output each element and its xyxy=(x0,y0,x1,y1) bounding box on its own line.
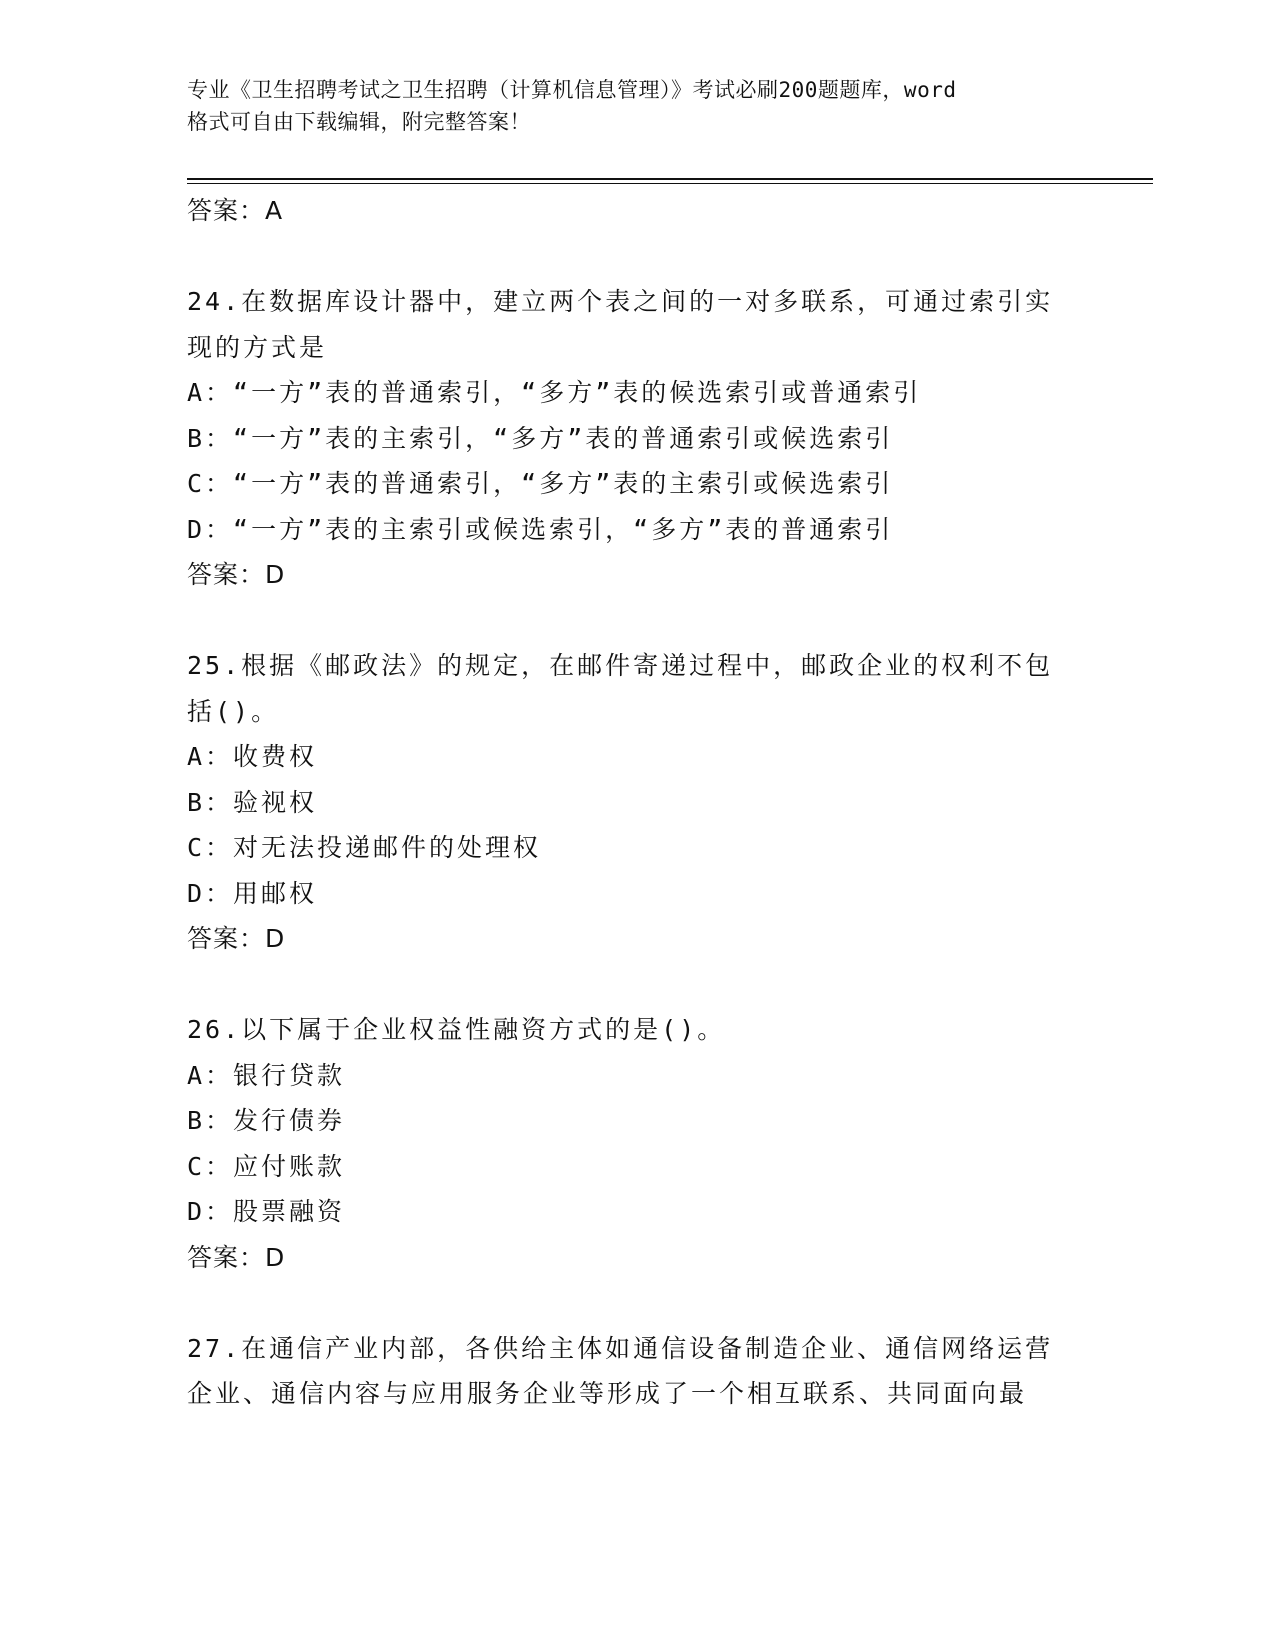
spacer xyxy=(187,1280,1087,1326)
option-d: D：“一方”表的主索引或候选索引，“多方”表的普通索引 xyxy=(187,514,894,544)
spacer xyxy=(187,598,1087,644)
option-a: A：银行贷款 xyxy=(187,1060,346,1090)
answer: 答案：D xyxy=(187,924,286,953)
document-header xyxy=(187,74,1087,138)
option-a: A：收费权 xyxy=(187,742,318,771)
answer: 答案：D xyxy=(187,1242,286,1272)
question-stem: 括()。 xyxy=(187,696,280,726)
question-stem: 企业、通信内容与应用服务企业等形成了一个相互联系、共同面向最 xyxy=(187,1379,1028,1408)
option-b: B：验视权 xyxy=(187,787,318,817)
option-a: A：“一方”表的普通索引，“多方”表的候选索引或普通索引 xyxy=(187,378,922,407)
header-line-2: 格式可自由下载编辑，附完整答案！ xyxy=(187,110,531,134)
answer-previous: 答案：A xyxy=(187,196,284,225)
question-list xyxy=(187,188,1087,1417)
question-stem: 27.在通信产业内部，各供给主体如通信设备制造企业、通信网络运营 xyxy=(187,1333,1054,1363)
question-stem: 现的方式是 xyxy=(187,332,328,362)
option-b: B：“一方”表的主索引，“多方”表的普通索引或候选索引 xyxy=(187,423,894,453)
option-d: D：用邮权 xyxy=(187,878,318,908)
spacer xyxy=(187,234,1087,280)
answer: 答案：D xyxy=(187,560,286,589)
header-divider-thick xyxy=(187,178,1153,180)
question-27 xyxy=(187,1326,1087,1417)
header-divider-thin xyxy=(187,183,1153,184)
option-b: B：发行债券 xyxy=(187,1106,346,1135)
question-24 xyxy=(187,279,1087,598)
question-26 xyxy=(187,1007,1087,1280)
question-25 xyxy=(187,643,1087,962)
option-d: D：股票融资 xyxy=(187,1197,346,1226)
header-line-1: 专业《卫生招聘考试之卫生招聘（计算机信息管理）》考试必刷200题题库，word xyxy=(187,78,957,102)
option-c: C：“一方”表的普通索引，“多方”表的主索引或候选索引 xyxy=(187,469,894,498)
question-stem: 24.在数据库设计器中，建立两个表之间的一对多联系，可通过索引实 xyxy=(187,287,1054,316)
question-stem: 25.根据《邮政法》的规定，在邮件寄递过程中，邮政企业的权利不包 xyxy=(187,651,1054,680)
option-c: C：应付账款 xyxy=(187,1151,346,1181)
spacer xyxy=(187,962,1087,1008)
question-stem: 26.以下属于企业权益性融资方式的是()。 xyxy=(187,1015,726,1044)
option-c: C：对无法投递邮件的处理权 xyxy=(187,833,542,862)
